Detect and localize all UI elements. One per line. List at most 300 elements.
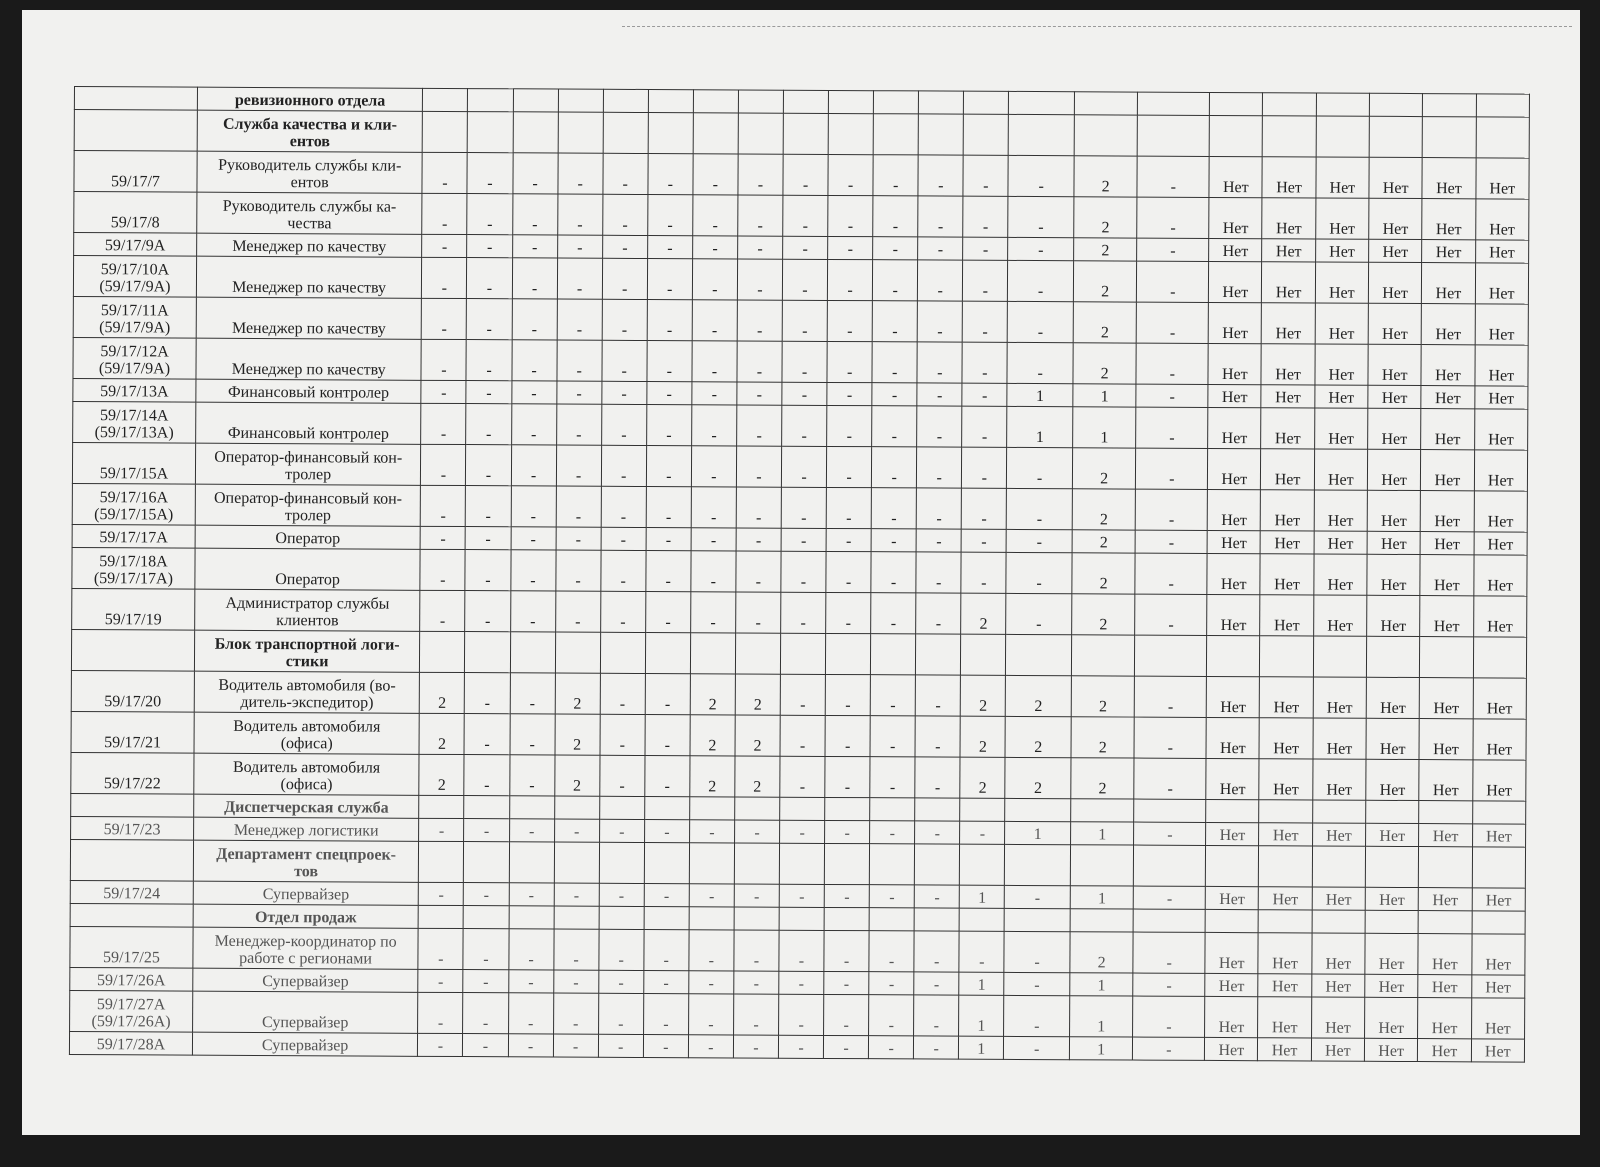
- value-cell: -: [647, 259, 692, 300]
- value-cell: 1: [959, 995, 1004, 1036]
- value-cell: -: [421, 444, 466, 485]
- value-cell: [783, 113, 828, 154]
- value-cell: -: [602, 340, 647, 381]
- value-cell: Нет: [1261, 408, 1314, 449]
- value-cell: Нет: [1475, 345, 1529, 386]
- value-cell: -: [782, 382, 827, 405]
- value-cell: -: [598, 993, 643, 1034]
- value-cell: -: [646, 446, 691, 487]
- value-cell: 2: [1005, 716, 1071, 757]
- value-cell: -: [873, 260, 918, 301]
- value-cell: Нет: [1473, 719, 1527, 760]
- position-title: Финансовый контролер: [196, 402, 422, 444]
- value-cell: Нет: [1420, 596, 1473, 637]
- value-cell: Нет: [1207, 553, 1260, 594]
- row-code: 59/17/26А: [70, 967, 193, 991]
- position-title: Менеджер-координатор по работе с регионами: [193, 927, 419, 969]
- value-cell: 2: [555, 714, 600, 755]
- value-cell: [1071, 635, 1135, 676]
- value-cell: -: [553, 1034, 598, 1057]
- value-cell: Нет: [1209, 156, 1262, 197]
- value-cell: Нет: [1421, 345, 1474, 386]
- value-cell: -: [601, 404, 646, 445]
- value-cell: -: [693, 195, 738, 236]
- value-cell: -: [1137, 302, 1209, 343]
- value-cell: -: [869, 972, 914, 995]
- value-cell: [1420, 637, 1473, 678]
- value-cell: [465, 632, 510, 673]
- value-cell: -: [1004, 972, 1070, 995]
- value-cell: -: [737, 259, 782, 300]
- value-cell: [644, 906, 689, 929]
- value-cell: Нет: [1367, 490, 1420, 531]
- value-cell: [783, 90, 828, 113]
- value-cell: -: [962, 447, 1007, 488]
- value-cell: -: [464, 819, 509, 842]
- value-cell: -: [827, 300, 872, 341]
- value-cell: -: [511, 404, 556, 445]
- position-title: Финансовый контролер: [196, 379, 422, 403]
- value-cell: -: [1007, 342, 1073, 383]
- value-cell: -: [643, 1034, 688, 1057]
- value-cell: 2: [1074, 156, 1138, 197]
- value-cell: Нет: [1262, 198, 1315, 239]
- value-cell: -: [872, 301, 917, 342]
- value-cell: -: [690, 592, 735, 633]
- value-cell: -: [917, 406, 962, 447]
- value-cell: -: [554, 883, 599, 906]
- value-cell: -: [871, 552, 916, 593]
- value-cell: -: [465, 673, 510, 714]
- value-cell: -: [734, 884, 779, 907]
- value-cell: -: [963, 260, 1008, 301]
- value-cell: -: [599, 819, 644, 842]
- value-cell: -: [826, 592, 871, 633]
- value-cell: Нет: [1472, 760, 1526, 801]
- value-cell: -: [466, 381, 511, 404]
- value-cell: -: [828, 195, 873, 236]
- value-cell: Нет: [1311, 974, 1364, 997]
- value-cell: -: [779, 930, 824, 971]
- value-cell: -: [691, 528, 736, 551]
- value-cell: [1418, 911, 1471, 934]
- value-cell: 2: [1006, 675, 1072, 716]
- value-cell: -: [692, 236, 737, 259]
- value-cell: -: [466, 445, 511, 486]
- value-cell: Нет: [1474, 491, 1528, 532]
- value-cell: Нет: [1367, 554, 1420, 595]
- value-cell: -: [960, 821, 1005, 844]
- value-cell: -: [689, 930, 734, 971]
- value-cell: 2: [1072, 553, 1136, 594]
- value-cell: -: [869, 885, 914, 908]
- value-cell: 2: [420, 672, 465, 713]
- value-cell: Нет: [1420, 678, 1473, 719]
- value-cell: -: [871, 593, 916, 634]
- position-title: Водитель автомобиля (офиса): [194, 712, 420, 754]
- value-cell: -: [871, 488, 916, 529]
- value-cell: 2: [1074, 238, 1138, 261]
- value-cell: -: [648, 154, 693, 195]
- value-cell: [1419, 847, 1472, 888]
- value-cell: [1134, 909, 1206, 932]
- value-cell: -: [779, 971, 824, 994]
- value-cell: Нет: [1260, 595, 1313, 636]
- value-cell: -: [781, 551, 826, 592]
- value-cell: -: [691, 551, 736, 592]
- value-cell: 1: [1073, 407, 1137, 448]
- value-cell: 2: [690, 756, 735, 797]
- value-cell: Нет: [1260, 677, 1313, 718]
- value-cell: Нет: [1206, 676, 1259, 717]
- value-cell: Нет: [1258, 974, 1311, 997]
- value-cell: -: [420, 526, 465, 549]
- value-cell: [735, 633, 780, 674]
- row-code: 59/17/20: [71, 670, 194, 712]
- value-cell: [1472, 847, 1526, 888]
- value-cell: [734, 843, 779, 884]
- value-cell: [1206, 845, 1259, 886]
- value-cell: Нет: [1418, 934, 1471, 975]
- value-cell: -: [693, 154, 738, 195]
- value-cell: Нет: [1421, 409, 1474, 450]
- value-cell: -: [962, 342, 1007, 383]
- value-cell: -: [466, 486, 511, 527]
- row-code: 59/17/13А: [73, 378, 196, 402]
- value-cell: -: [824, 994, 869, 1035]
- value-cell: [869, 908, 914, 931]
- value-cell: Нет: [1312, 887, 1365, 910]
- value-cell: -: [510, 550, 555, 591]
- value-cell: -: [602, 194, 647, 235]
- value-cell: -: [600, 714, 645, 755]
- value-cell: -: [600, 673, 645, 714]
- value-cell: -: [691, 487, 736, 528]
- value-cell: -: [916, 488, 961, 529]
- value-cell: [510, 632, 555, 673]
- value-cell: -: [781, 487, 826, 528]
- value-cell: -: [1133, 1037, 1205, 1060]
- value-cell: -: [692, 300, 737, 341]
- value-cell: Нет: [1422, 158, 1475, 199]
- row-code: 59/17/7: [74, 151, 197, 193]
- scanned-page: [22, 10, 1580, 1135]
- value-cell: [1138, 92, 1210, 115]
- value-cell: Нет: [1259, 887, 1312, 910]
- value-cell: Нет: [1206, 717, 1259, 758]
- value-cell: -: [418, 928, 463, 969]
- value-cell: Нет: [1259, 718, 1312, 759]
- value-cell: Нет: [1367, 449, 1420, 490]
- value-cell: Нет: [1207, 530, 1260, 553]
- value-cell: -: [823, 1035, 868, 1058]
- value-cell: -: [1134, 886, 1206, 909]
- value-cell: -: [737, 405, 782, 446]
- value-cell: -: [1004, 931, 1070, 972]
- value-cell: Нет: [1368, 344, 1421, 385]
- value-cell: [1423, 94, 1476, 117]
- value-cell: 2: [419, 754, 464, 795]
- value-cell: -: [738, 195, 783, 236]
- value-cell: -: [917, 383, 962, 406]
- assessment-table: [69, 86, 1530, 1063]
- value-cell: -: [556, 445, 601, 486]
- value-cell: -: [737, 341, 782, 382]
- value-cell: -: [600, 591, 645, 632]
- value-cell: -: [1008, 155, 1074, 196]
- value-cell: Нет: [1475, 240, 1529, 263]
- value-cell: -: [737, 382, 782, 405]
- value-cell: 1: [959, 1036, 1004, 1059]
- section-title: Отдел продаж: [193, 904, 419, 928]
- value-cell: -: [736, 487, 781, 528]
- value-cell: -: [643, 993, 688, 1034]
- value-cell: 1: [1069, 1037, 1133, 1060]
- value-cell: -: [510, 591, 555, 632]
- value-cell: [423, 88, 468, 111]
- value-cell: -: [870, 716, 915, 757]
- value-cell: -: [466, 404, 511, 445]
- value-cell: -: [873, 237, 918, 260]
- row-code: 59/17/27А (59/17/26А): [70, 990, 193, 1032]
- value-cell: 2: [961, 593, 1006, 634]
- value-cell: Нет: [1206, 822, 1259, 845]
- value-cell: 2: [1073, 261, 1137, 302]
- value-cell: -: [827, 405, 872, 446]
- value-cell: -: [737, 300, 782, 341]
- value-cell: [693, 113, 738, 154]
- value-cell: [1476, 94, 1530, 117]
- value-cell: Нет: [1312, 823, 1365, 846]
- value-cell: -: [512, 299, 557, 340]
- value-cell: -: [959, 931, 1004, 972]
- value-cell: [509, 906, 554, 929]
- value-cell: [824, 843, 869, 884]
- value-cell: -: [602, 299, 647, 340]
- position-title: Оператор-финансовый кон- тролер: [195, 484, 421, 526]
- value-cell: Нет: [1314, 554, 1367, 595]
- value-cell: -: [824, 971, 869, 994]
- value-cell: Нет: [1312, 933, 1365, 974]
- value-cell: -: [601, 550, 646, 591]
- value-cell: 2: [1070, 932, 1134, 973]
- value-cell: -: [420, 590, 465, 631]
- value-cell: -: [961, 529, 1006, 552]
- value-cell: [645, 632, 690, 673]
- value-cell: -: [1005, 885, 1071, 908]
- value-cell: -: [914, 885, 959, 908]
- value-cell: [1070, 845, 1134, 886]
- value-cell: Нет: [1365, 887, 1418, 910]
- position-title: Руководитель службы ка- чества: [197, 192, 423, 234]
- value-cell: 2: [1073, 302, 1137, 343]
- value-cell: 1: [1073, 384, 1137, 407]
- value-cell: 2: [1072, 530, 1136, 553]
- value-cell: [420, 631, 465, 672]
- value-cell: [599, 906, 644, 929]
- value-cell: -: [467, 194, 512, 235]
- value-cell: [1071, 799, 1135, 822]
- value-cell: -: [465, 550, 510, 591]
- value-cell: [1472, 911, 1526, 934]
- value-cell: -: [511, 445, 556, 486]
- value-cell: -: [1133, 973, 1205, 996]
- value-cell: Нет: [1474, 450, 1528, 491]
- value-cell: Нет: [1262, 303, 1315, 344]
- value-cell: -: [1135, 594, 1207, 635]
- row-code: [71, 793, 194, 817]
- value-cell: Нет: [1471, 934, 1525, 975]
- value-cell: [509, 842, 554, 883]
- value-cell: -: [418, 1033, 463, 1056]
- value-cell: -: [869, 931, 914, 972]
- value-cell: -: [645, 714, 690, 755]
- value-cell: -: [511, 527, 556, 550]
- position-title: Оператор: [195, 548, 421, 590]
- value-cell: -: [644, 929, 689, 970]
- position-title: Супервайзер: [192, 1032, 418, 1056]
- value-cell: 2: [1071, 676, 1135, 717]
- value-cell: [825, 797, 870, 820]
- value-cell: -: [598, 970, 643, 993]
- value-cell: -: [962, 301, 1007, 342]
- value-cell: 2: [1072, 448, 1136, 489]
- row-code: [70, 903, 193, 927]
- value-cell: [916, 634, 961, 675]
- value-cell: -: [419, 818, 464, 841]
- value-cell: Нет: [1472, 824, 1526, 847]
- position-title: Водитель автомобиля (офиса): [194, 753, 420, 795]
- value-cell: [826, 633, 871, 674]
- value-cell: -: [962, 488, 1007, 529]
- value-cell: Нет: [1418, 975, 1471, 998]
- scan-edge-marks: [622, 26, 1572, 39]
- value-cell: -: [1135, 553, 1207, 594]
- value-cell: -: [558, 153, 603, 194]
- value-cell: 1: [959, 972, 1004, 995]
- value-cell: -: [467, 235, 512, 258]
- value-cell: 1: [1007, 383, 1073, 406]
- value-cell: Нет: [1473, 678, 1527, 719]
- value-cell: [689, 843, 734, 884]
- value-cell: [1365, 846, 1418, 887]
- value-cell: Нет: [1366, 759, 1419, 800]
- value-cell: -: [419, 882, 464, 905]
- value-cell: -: [734, 820, 779, 843]
- value-cell: -: [827, 382, 872, 405]
- value-cell: -: [914, 1036, 959, 1059]
- section-title: Диспетчерская служба: [194, 794, 420, 818]
- value-cell: -: [646, 405, 691, 446]
- value-cell: -: [962, 406, 1007, 447]
- value-cell: -: [463, 993, 508, 1034]
- value-cell: -: [467, 153, 512, 194]
- value-cell: -: [733, 994, 778, 1035]
- value-cell: -: [1136, 343, 1208, 384]
- value-cell: Нет: [1262, 239, 1315, 262]
- value-cell: Нет: [1261, 449, 1314, 490]
- value-cell: 2: [554, 755, 599, 796]
- value-cell: Нет: [1208, 302, 1261, 343]
- value-cell: Нет: [1314, 449, 1367, 490]
- value-cell: Нет: [1315, 239, 1368, 262]
- position-title: Оператор: [195, 525, 421, 549]
- row-code: 59/17/9А: [74, 233, 197, 257]
- value-cell: [1316, 93, 1369, 116]
- value-cell: Нет: [1207, 489, 1260, 530]
- value-cell: [644, 796, 689, 819]
- value-cell: -: [557, 194, 602, 235]
- value-cell: -: [556, 527, 601, 550]
- value-cell: Нет: [1471, 1039, 1525, 1062]
- value-cell: -: [916, 552, 961, 593]
- value-cell: Нет: [1365, 974, 1418, 997]
- value-cell: -: [781, 592, 826, 633]
- value-cell: [1205, 909, 1258, 932]
- value-cell: Нет: [1209, 261, 1262, 302]
- value-cell: [1004, 908, 1070, 931]
- value-cell: -: [736, 551, 781, 592]
- value-cell: 2: [961, 675, 1006, 716]
- value-cell: Нет: [1419, 760, 1472, 801]
- value-cell: Нет: [1368, 303, 1421, 344]
- value-cell: -: [598, 1034, 643, 1057]
- value-cell: -: [512, 153, 557, 194]
- value-cell: Нет: [1262, 157, 1315, 198]
- value-cell: -: [825, 715, 870, 756]
- value-cell: -: [463, 970, 508, 993]
- value-cell: Нет: [1421, 450, 1474, 491]
- value-cell: Нет: [1313, 595, 1366, 636]
- value-cell: -: [555, 550, 600, 591]
- value-cell: -: [869, 1036, 914, 1059]
- value-cell: Нет: [1422, 263, 1475, 304]
- value-cell: [734, 907, 779, 930]
- value-cell: -: [916, 529, 961, 552]
- value-cell: -: [916, 593, 961, 634]
- value-cell: Нет: [1315, 385, 1368, 408]
- value-cell: Нет: [1261, 344, 1314, 385]
- value-cell: Нет: [1365, 933, 1418, 974]
- value-cell: [1134, 799, 1206, 822]
- value-cell: -: [1136, 489, 1208, 530]
- value-cell: -: [511, 486, 556, 527]
- value-cell: Нет: [1315, 198, 1368, 239]
- value-cell: -: [463, 1034, 508, 1057]
- value-cell: -: [828, 236, 873, 259]
- value-cell: Нет: [1209, 197, 1262, 238]
- value-cell: -: [782, 341, 827, 382]
- value-cell: -: [738, 236, 783, 259]
- value-cell: -: [599, 929, 644, 970]
- value-cell: -: [557, 235, 602, 258]
- row-code: [74, 87, 197, 111]
- value-cell: Нет: [1205, 973, 1258, 996]
- value-cell: 2: [1072, 489, 1136, 530]
- value-cell: -: [646, 487, 691, 528]
- row-code: 59/17/16А (59/17/15А): [72, 483, 195, 525]
- value-cell: Нет: [1471, 998, 1525, 1039]
- value-cell: -: [870, 675, 915, 716]
- value-cell: -: [510, 673, 555, 714]
- value-cell: -: [780, 715, 825, 756]
- position-title: Супервайзер: [193, 881, 419, 905]
- value-cell: Нет: [1209, 238, 1262, 261]
- value-cell: [554, 906, 599, 929]
- value-cell: 1: [960, 885, 1005, 908]
- value-cell: 2: [555, 673, 600, 714]
- value-cell: -: [691, 446, 736, 487]
